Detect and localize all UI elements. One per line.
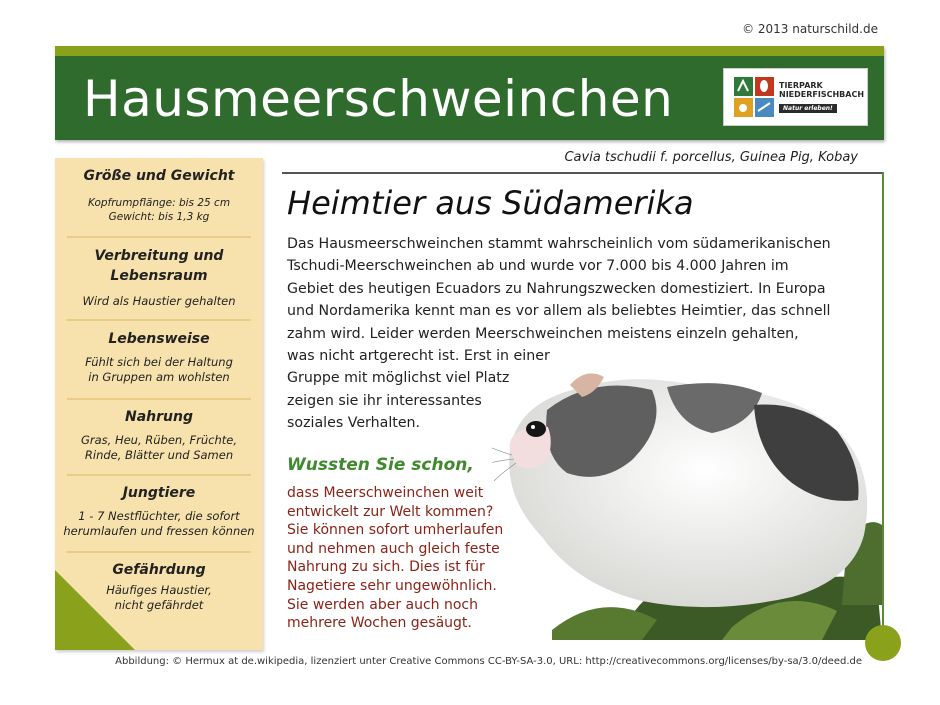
fact-line: Sie werden aber auch noch [287,596,479,613]
content-right-rule [882,172,884,637]
fact-line: mehrere Wochen gesäugt. [287,615,472,632]
section-line: herumlaufen und fressen können [63,524,255,538]
scientific-names: Cavia tschudii f. porcellus, Guinea Pig, Kobay [564,150,858,165]
body-line: Tschudi-Meerschweinchen ab und wurde vor 7.000 bis 4.000 Jahren im [287,258,789,275]
section-heading: Gefährdung [112,562,206,578]
logo-slogan: Natur erleben! [779,104,837,113]
body-line: was nicht artgerecht ist. Erst in einer [287,348,550,365]
section-line: Kopfrumpflänge: bis 25 cm [87,197,231,209]
body-line: soziales Verhalten. [287,415,421,432]
fact-line: Nagetiere sehr ungewöhnlich. [287,577,497,594]
content-top-rule [282,172,884,174]
did-you-know-heading: Wussten Sie schon, [287,455,474,475]
main-heading: Heimtier aus Südamerika [287,184,694,222]
fact-line: dass Meerschweinchen weit [287,485,484,501]
guinea-pig-photo [492,365,882,640]
image-credit: Abbildung: © Hermux at de.wikipedia, lizenziert unter Creative Commons CC-BY-SA-3.0, URL: http://creativecommons.org/licenses/by-sa/3.0/deed.de [115,656,862,667]
section-size-weight [55,166,263,224]
section-line: Fühlt sich bei der Haltung [85,355,233,369]
fact-line: Sie können sofort umherlaufen [287,522,504,539]
divider [67,551,251,553]
section-line: nicht gefährdet [114,598,204,612]
facts-sidebar [55,158,263,650]
divider [67,474,251,476]
fact-line: und nehmen auch gleich feste [287,540,500,557]
copyright: © 2013 naturschild.de [742,22,878,36]
section-line: Gras, Heu, Rüben, Früchte, [80,433,238,447]
divider [67,398,251,400]
section-line: Häufiges Haustier, [106,583,212,597]
section-line: in Gruppen am wohlsten [88,370,230,384]
body-line: Gruppe mit möglichst viel Platz [287,370,510,387]
section-food [55,407,263,463]
divider [67,236,251,238]
body-line: zeigen sie ihr interessantes [287,392,482,409]
section-line: Gewicht: bis 1,3 kg [108,211,210,223]
body-line: Gebiet des heutigen Ecuadors zu Nahrungszwecken domestiziert. In Europa [287,280,826,297]
section-lifestyle [55,329,263,385]
tierpark-logo [723,68,868,126]
section-young [55,483,263,539]
corner-circle [865,625,901,661]
corner-triangle [55,570,135,650]
section-heading: Jungtiere [122,485,196,501]
section-heading: Nahrung [125,409,193,425]
divider [67,319,251,321]
logo-line-1: TIERPARK [779,81,823,90]
section-line: 1 - 7 Nestflüchter, die sofort [78,509,240,523]
did-you-know-text [287,484,547,633]
fact-line: entwickelt zur Welt kommen? [287,503,494,520]
logo-line-2: NIEDERFISCHBACH [779,90,865,99]
section-heading: Lebensraum [110,268,208,284]
section-line: Rinde, Blätter und Samen [84,448,234,462]
section-heading: Verbreitung und [94,248,224,264]
body-line: und Nordamerika kennt man es vor allem als beliebtes Heimtier, das schnell [287,303,831,320]
title-banner [55,46,884,140]
body-line: Das Hausmeerschweinchen stammt wahrscheinlich vom südamerikanischen [287,236,831,252]
page-title: Hausmeerschweinchen [83,70,674,128]
fact-line: Nahrung zu sich. Dies ist für [287,559,485,576]
section-heading: Größe und Gewicht [83,168,235,184]
section-heading: Lebensweise [108,331,210,347]
section-line: Wird als Haustier gehalten [82,294,236,308]
logo-tiles-icon [734,77,774,117]
section-distribution [55,246,263,309]
body-line: zahm wird. Leider werden Meerschweinchen meistens einzeln gehalten, [287,325,799,342]
